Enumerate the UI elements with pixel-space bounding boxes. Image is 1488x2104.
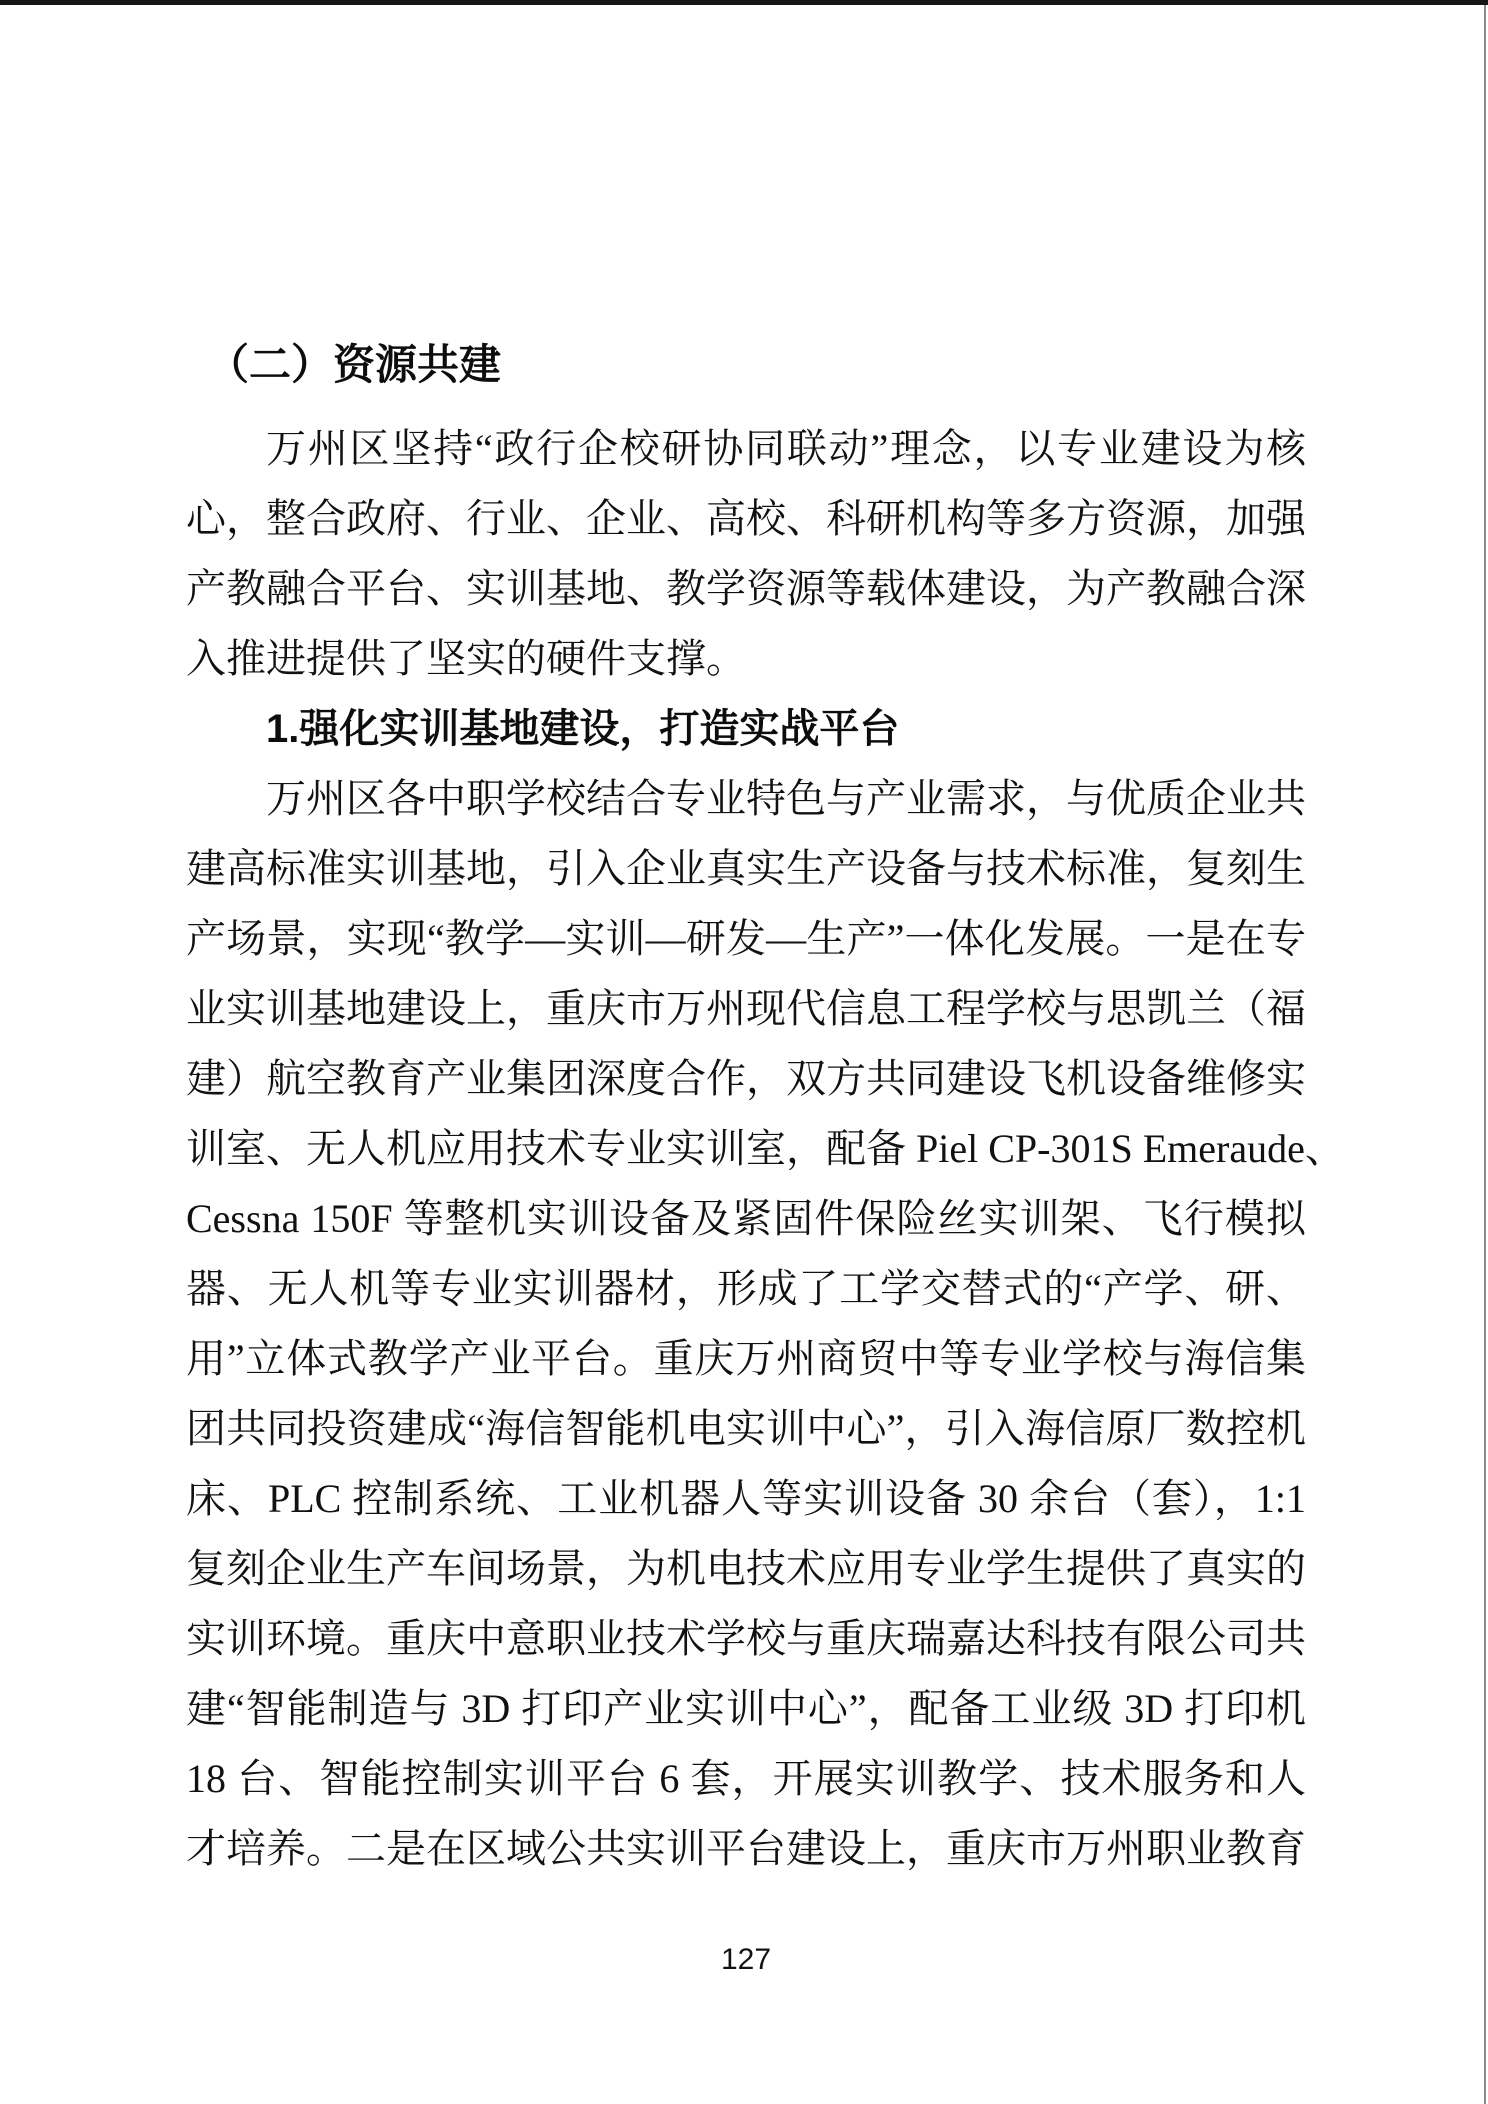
page-top-border [0,0,1488,5]
page-right-border [1484,5,1486,2104]
text-line: 才培养。二是在区域公共实训平台建设上，重庆市万州职业教育 [186,1826,1306,1871]
paragraph-1 [186,414,1306,694]
text-line: 业实训基地建设上，重庆市万州现代信息工程学校与思凯兰（福 [186,986,1306,1031]
text-line: 训室、无人机应用技术专业实训室，配备 Piel CP-301S Emeraude、 [186,1126,1345,1171]
page-number: 127 [720,1943,772,1976]
page-content [186,330,1345,1980]
text-line: Cessna 150F 等整机实训设备及紧固件保险丝实训架、飞行模拟 [186,1196,1306,1241]
text-line: 器、无人机等专业实训器材，形成了工学交替式的“产学、研、 [186,1266,1306,1311]
subsection-heading: 1.强化实训基地建设，打造实战平台 [266,707,900,751]
paragraph-2 [186,764,1345,1884]
text-line: 床、PLC 控制系统、工业机器人等实训设备 30 余台（套），1:1 [186,1476,1306,1521]
text-line: 实训环境。重庆中意职业技术学校与重庆瑞嘉达科技有限公司共 [186,1616,1306,1661]
text-line: 建）航空教育产业集团深度合作，双方共同建设飞机设备维修实 [186,1056,1306,1101]
text-line: 入推进提供了坚实的硬件支撑。 [186,636,746,681]
text-line: 产场景，实现“教学—实训—研发—生产”一体化发展。一是在专 [186,916,1306,961]
text-line: 用”立体式教学产业平台。重庆万州商贸中等专业学校与海信集 [186,1336,1306,1381]
text-line: 万州区坚持“政行企校研协同联动”理念，以专业建设为核 [266,426,1306,471]
text-line: 产教融合平台、实训基地、教学资源等载体建设，为产教融合深 [186,566,1306,611]
text-line: 万州区各中职学校结合专业特色与产业需求，与优质企业共 [266,776,1306,821]
text-line: 团共同投资建成“海信智能机电实训中心”，引入海信原厂数控机 [186,1406,1306,1451]
text-line: 心，整合政府、行业、企业、高校、科研机构等多方资源，加强 [186,496,1306,541]
section-heading: （二）资源共建 [207,341,502,388]
text-line: 建“智能制造与 3D 打印产业实训中心”，配备工业级 3D 打印机 [186,1686,1306,1731]
text-line: 建高标准实训基地，引入企业真实生产设备与技术标准，复刻生 [186,846,1306,891]
text-line: 复刻企业生产车间场景，为机电技术应用专业学生提供了真实的 [186,1546,1306,1591]
text-line: 18 台、智能控制实训平台 6 套，开展实训教学、技术服务和人 [186,1756,1306,1801]
